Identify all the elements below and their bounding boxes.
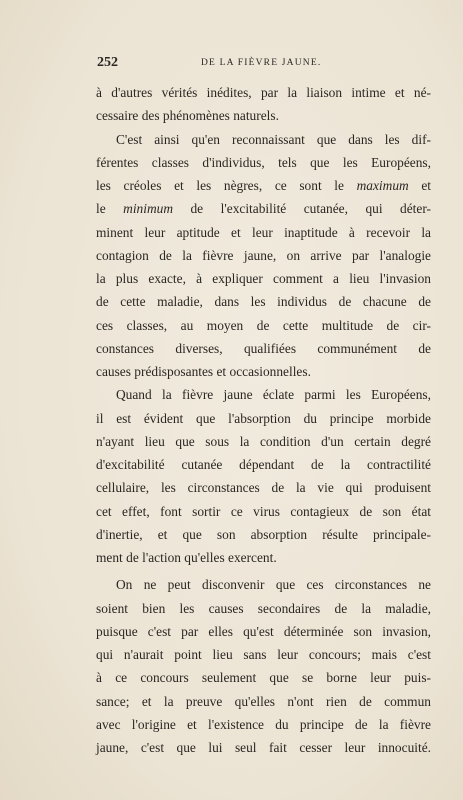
text-line: férentes classes d'individus, tels que les Européens, (96, 154, 431, 170)
text-line: ment de l'action qu'elles exercent. (96, 550, 277, 565)
text-line: les créoles et les nègres, ce sont le maximum et (96, 178, 432, 193)
text-line: contagion de la fièvre jaune, on arrive par l'analogie (96, 247, 431, 263)
italic-word: maximum (356, 178, 409, 193)
text-line: d'excitabilité cutanée dépendant de la contractilité (96, 457, 431, 472)
text-line: causes prédisposantes et occasionnelles. (96, 364, 311, 379)
text-line: minent leur aptitude et leur inaptitude à recevoir la (96, 224, 431, 240)
text-line: cellulaire, les circonstances de la vie qui produisent (96, 480, 431, 496)
text-line: n'ayant lieu que sous la condition d'un certain degré (96, 433, 431, 449)
page-number: 252 (97, 55, 118, 70)
text-line: puisque c'est par elles qu'est déterminée son invasion, (96, 623, 431, 639)
text-line: ces classes, au moyen de cette multitude de cir- (96, 317, 431, 333)
text-line: sance; et la preuve qu'elles n'ont rien de commun (96, 693, 431, 709)
text-line: soient bien les causes secondaires de la maladie, (96, 600, 431, 616)
text-line: le minimum de l'excitabilité cutanée, qui déter- (96, 201, 431, 217)
text-line: la plus exacte, à expliquer comment a lieu l'invasion (96, 271, 431, 286)
italic-word: minimum (123, 201, 173, 217)
text-line: On ne peut disconvenir que ces circonstances ne (116, 577, 431, 593)
text-line: qui n'aurait point lieu sans leur concours; mais c'est (96, 647, 431, 662)
text-line: cessaire des phénomènes naturels. (96, 108, 279, 124)
text-line: d'inertie, et que son absorption résulte principale- (96, 526, 431, 542)
text-line: de cette maladie, dans les individus de chacune de (96, 294, 431, 310)
text-line: à d'autres vérités inédites, par la liaison intime et né- (96, 85, 431, 100)
text-line: Quand la fièvre jaune éclate parmi les Européens, (116, 387, 431, 403)
body-text (96, 81, 431, 759)
text-line: C'est ainsi qu'en reconnaissant que dans les dif- (116, 131, 431, 147)
text-line: il est évident que l'absorption du principe morbide (96, 410, 431, 426)
running-title: DE LA FIÈVRE JAUNE. (201, 58, 322, 68)
text-line: constances diverses, qualifiées communément de (96, 340, 431, 356)
page-header (97, 55, 367, 75)
text-line: à ce concours seulement que se borne leur puis- (96, 670, 431, 686)
text-line: cet effet, font sortir ce virus contagieux de son état (96, 503, 431, 519)
text-line: avec l'origine et l'existence du principe de la fièvre (96, 716, 431, 732)
text-line: jaune, c'est que lui seul fait cesser leur innocuité. (96, 740, 431, 755)
